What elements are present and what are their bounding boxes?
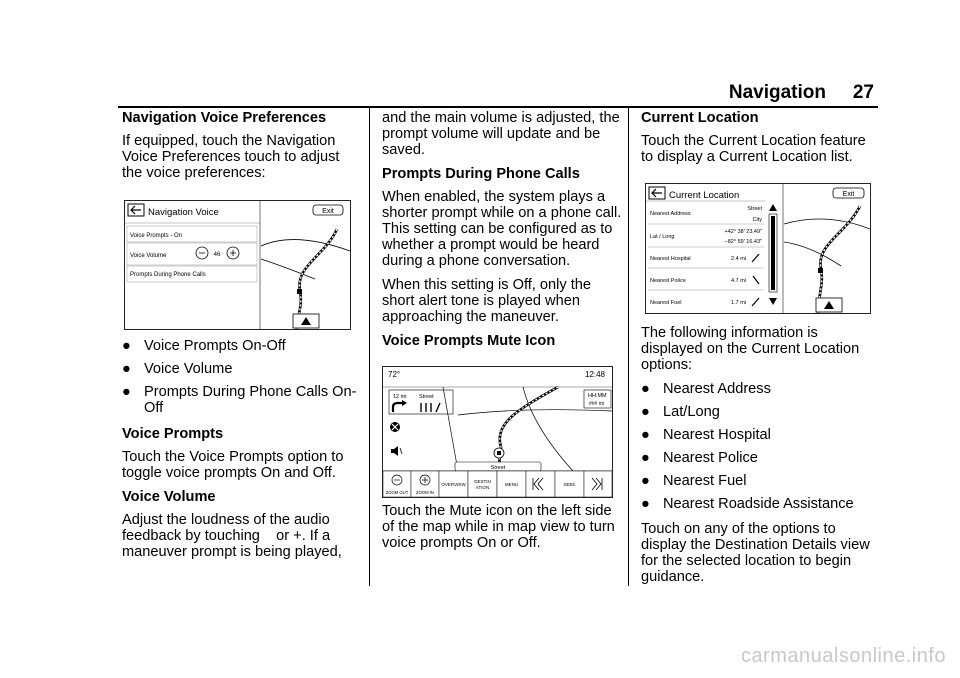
svg-text:Nearest Police: Nearest Police bbox=[650, 278, 686, 284]
bullet-item: ● Voice Prompts On-Off bbox=[122, 338, 286, 354]
paragraph-intro: If equipped, touch the Navigation Voice Preferences touch to adjust the voice preferences: bbox=[122, 133, 340, 181]
paragraph-touch-options: Touch on any of the options to display the Destination Details view for the selected location to begin guidance. bbox=[641, 521, 870, 585]
svg-text:4.7 mi: 4.7 mi bbox=[731, 278, 746, 284]
svg-text:−82° 59' 16.43": −82° 59' 16.43" bbox=[724, 239, 762, 245]
turn-arrow-icon bbox=[393, 403, 403, 412]
bullet-item: ● Prompts During Phone Calls On-Off bbox=[122, 384, 357, 416]
page-header bbox=[118, 82, 878, 106]
svg-text:Nearest Fuel: Nearest Fuel bbox=[650, 300, 682, 306]
bullet-item: ● Nearest Roadside Assistance bbox=[641, 496, 854, 512]
svg-text:Nearest Hospital: Nearest Hospital bbox=[650, 256, 691, 262]
heading-phone-calls: Prompts During Phone Calls bbox=[382, 166, 580, 182]
eta-panel bbox=[584, 390, 611, 408]
bullet-item: ● Nearest Police bbox=[641, 450, 758, 466]
svg-text:HH:MM: HH:MM bbox=[588, 393, 607, 399]
svg-text:Voice Volume: Voice Volume bbox=[130, 253, 167, 259]
seek-forward-button[interactable] bbox=[584, 471, 612, 497]
list-scrollbar[interactable] bbox=[769, 204, 777, 305]
column-3 bbox=[641, 110, 881, 173]
column-1-lower bbox=[122, 338, 362, 568]
paragraph-voice-prompts: Touch the Voice Prompts option to toggle voice prompts On and Off. bbox=[122, 449, 344, 481]
heading-voice-prompts: Voice Prompts bbox=[122, 426, 224, 442]
bullet-item: ● Nearest Address bbox=[641, 381, 771, 397]
svg-text:MENU: MENU bbox=[504, 482, 519, 487]
svg-text:1.7 mi: 1.7 mi bbox=[731, 300, 746, 306]
exit-button[interactable] bbox=[313, 205, 343, 215]
location-row-hospital[interactable] bbox=[648, 254, 764, 268]
svg-text:Street: Street bbox=[490, 465, 506, 471]
location-row-police[interactable] bbox=[648, 276, 764, 290]
heading-current-location: Current Location bbox=[641, 110, 759, 126]
column-2 bbox=[382, 110, 622, 356]
bullet-item: ● Lat/Long bbox=[641, 404, 720, 420]
svg-text:Exit: Exit bbox=[322, 208, 334, 215]
scroll-down-icon bbox=[769, 298, 777, 305]
watermark: carmanualsonline.info bbox=[740, 645, 946, 667]
column-divider bbox=[628, 108, 629, 586]
paragraph-voice-volume: Adjust the loudness of the audio feedback by touching or +. If a maneuver prompt is being played, bbox=[122, 512, 342, 560]
paragraph-continued: and the main volume is adjusted, the prompt volume will update and be saved. bbox=[382, 110, 620, 158]
svg-text:Voice Prompts - On: Voice Prompts - On bbox=[130, 233, 183, 239]
bullet-item: ● Nearest Hospital bbox=[641, 427, 771, 443]
seek-back-button[interactable] bbox=[526, 471, 555, 497]
north-arrow-button[interactable] bbox=[293, 314, 319, 328]
turn-panel bbox=[389, 390, 453, 414]
column-divider bbox=[369, 108, 370, 586]
paragraph-mute: Touch the Mute icon on the left side of the map while in map view to turn voice prompts On or Off. bbox=[382, 503, 615, 551]
column-3-lower bbox=[641, 325, 881, 593]
svg-text:ZOOM IN: ZOOM IN bbox=[416, 490, 434, 495]
svg-text:46: 46 bbox=[213, 252, 221, 258]
location-row-fuel[interactable] bbox=[650, 298, 759, 306]
direction-arrow-icon bbox=[752, 298, 759, 306]
paragraph-current-location: Touch the Current Location feature to display a Current Location list. bbox=[641, 133, 866, 165]
street-label bbox=[455, 462, 541, 471]
zoom-in-button[interactable] bbox=[411, 471, 439, 497]
minus-icon[interactable] bbox=[196, 247, 208, 259]
bullet-item: ● Nearest Fuel bbox=[641, 473, 747, 489]
svg-text:12 mi: 12 mi bbox=[393, 394, 407, 400]
screen-title: Current Location bbox=[669, 190, 740, 201]
back-arrow-icon[interactable] bbox=[649, 187, 665, 199]
clock: 12:48 bbox=[584, 370, 605, 379]
destination-button[interactable] bbox=[468, 471, 497, 497]
paragraph-phone-1: When enabled, the system plays a shorter prompt while on a phone call. This setting can be configured as to whether a prompt would be heard during a phone conversation. bbox=[382, 189, 622, 269]
phone-calls-row[interactable] bbox=[127, 266, 257, 282]
svg-text:Street: Street bbox=[747, 206, 762, 212]
menu-button[interactable] bbox=[497, 471, 526, 497]
overview-button[interactable] bbox=[439, 471, 468, 497]
column-2-lower bbox=[382, 503, 622, 559]
lane-guidance-icon bbox=[421, 403, 440, 412]
svg-text:Lat / Long: Lat / Long bbox=[650, 234, 675, 240]
svg-text:OVERVIEW: OVERVIEW bbox=[441, 482, 466, 487]
exit-button[interactable] bbox=[833, 188, 864, 198]
page-title: Navigation bbox=[728, 82, 826, 103]
location-row-address[interactable] bbox=[648, 206, 764, 224]
location-row-latlong[interactable] bbox=[648, 229, 764, 247]
svg-text:2.4 mi: 2.4 mi bbox=[731, 256, 746, 262]
svg-text:Prompts During Phone Calls: Prompts During Phone Calls bbox=[130, 272, 206, 278]
map-area bbox=[784, 206, 870, 313]
heading-mute-icon: Voice Prompts Mute Icon bbox=[382, 333, 556, 349]
mute-icon[interactable] bbox=[390, 422, 400, 432]
back-arrow-icon[interactable] bbox=[128, 204, 144, 216]
seek-button[interactable] bbox=[555, 471, 584, 497]
screen-title: Navigation Voice bbox=[148, 207, 219, 218]
current-location-screen bbox=[645, 183, 871, 314]
voice-volume-row[interactable] bbox=[127, 243, 257, 265]
navigation-voice-screen bbox=[124, 200, 351, 330]
svg-text:SEEK: SEEK bbox=[563, 482, 576, 487]
direction-arrow-icon bbox=[752, 254, 759, 262]
speaker-icon[interactable] bbox=[391, 446, 402, 456]
paragraph-following: The following information is displayed on the Current Location options: bbox=[641, 325, 860, 373]
temperature: 72° bbox=[388, 370, 401, 379]
paragraph-phone-2: When this setting is Off, only the short alert tone is played when approaching the maneuver. bbox=[382, 277, 592, 325]
heading-voice-preferences: Navigation Voice Preferences bbox=[122, 110, 327, 126]
voice-prompts-row[interactable] bbox=[127, 226, 257, 242]
svg-text:City: City bbox=[752, 217, 762, 223]
svg-text:ZOOM OUT: ZOOM OUT bbox=[385, 490, 409, 495]
plus-icon[interactable] bbox=[227, 247, 239, 259]
map-view-screen bbox=[382, 366, 613, 498]
column-1 bbox=[122, 110, 362, 189]
svg-text:Exit: Exit bbox=[842, 191, 855, 198]
svg-text:Street: Street bbox=[419, 394, 434, 400]
svg-text:+42° 38' 23.49": +42° 38' 23.49" bbox=[724, 229, 762, 235]
heading-voice-volume: Voice Volume bbox=[122, 489, 216, 505]
scroll-up-icon bbox=[769, 204, 777, 211]
north-arrow-button[interactable] bbox=[816, 298, 842, 312]
header-rule bbox=[118, 106, 878, 108]
svg-text:DESTIN: DESTIN bbox=[474, 479, 491, 484]
direction-arrow-icon bbox=[753, 276, 759, 284]
svg-text:ATION: ATION bbox=[475, 485, 490, 490]
svg-text:### mi: ### mi bbox=[589, 401, 605, 407]
zoom-out-button[interactable] bbox=[383, 471, 411, 497]
page-number: 27 bbox=[852, 82, 874, 103]
bullet-item: ● Voice Volume bbox=[122, 361, 233, 377]
svg-text:Nearest Address: Nearest Address bbox=[650, 211, 691, 217]
